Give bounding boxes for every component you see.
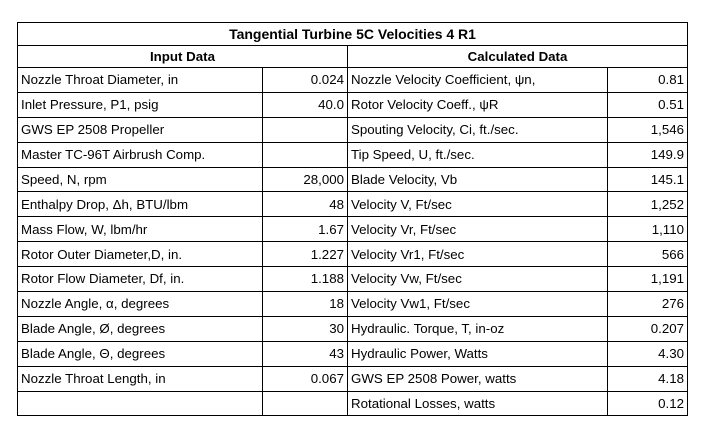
input-label-cell: Mass Flow, W, lbm/hr [18, 217, 263, 242]
calculated-label-cell: Hydraulic. Torque, T, in-oz [348, 316, 608, 341]
input-value-cell: 0.024 [263, 68, 348, 93]
calculated-value-cell: 1,110 [608, 217, 688, 242]
calculated-value-cell: 4.30 [608, 341, 688, 366]
input-value-cell [263, 117, 348, 142]
calculated-label-cell: Spouting Velocity, Ci, ft./sec. [348, 117, 608, 142]
calculated-value-cell: 1,546 [608, 117, 688, 142]
input-label-cell [18, 391, 263, 416]
input-label-cell: Blade Angle, Ø, degrees [18, 316, 263, 341]
input-value-cell: 43 [263, 341, 348, 366]
calculated-value-cell: 1,191 [608, 267, 688, 292]
table-row [18, 192, 688, 217]
table-row [18, 117, 688, 142]
calculated-value-cell: 276 [608, 292, 688, 317]
input-value-cell: 1.67 [263, 217, 348, 242]
calculated-value-cell: 566 [608, 242, 688, 267]
calculated-value-cell: 0.12 [608, 391, 688, 416]
table-row [18, 68, 688, 93]
table-title: Tangential Turbine 5C Velocities 4 R1 [18, 23, 688, 46]
calculated-label-cell: Nozzle Velocity Coefficient, ψn, [348, 68, 608, 93]
calculated-value-cell: 0.207 [608, 316, 688, 341]
table-row [18, 366, 688, 391]
input-data-header: Input Data [18, 46, 348, 68]
table-row [18, 217, 688, 242]
calculated-value-cell: 1,252 [608, 192, 688, 217]
calculated-label-cell: Blade Velocity, Vb [348, 167, 608, 192]
table-row [18, 242, 688, 267]
calculated-label-cell: Velocity Vw1, Ft/sec [348, 292, 608, 317]
calculated-value-cell: 0.81 [608, 68, 688, 93]
input-label-cell: Nozzle Throat Length, in [18, 366, 263, 391]
calculated-label-cell: Tip Speed, U, ft./sec. [348, 142, 608, 167]
calculated-value-cell: 145.1 [608, 167, 688, 192]
calculated-value-cell: 4.18 [608, 366, 688, 391]
input-label-cell: Rotor Flow Diameter, Df, in. [18, 267, 263, 292]
input-label-cell: Inlet Pressure, P1, psig [18, 92, 263, 117]
table-row [18, 142, 688, 167]
input-label-cell: Nozzle Throat Diameter, in [18, 68, 263, 93]
calculated-label-cell: Velocity Vw, Ft/sec [348, 267, 608, 292]
input-value-cell [263, 391, 348, 416]
table-row [18, 316, 688, 341]
input-value-cell [263, 142, 348, 167]
input-value-cell: 1.227 [263, 242, 348, 267]
calculated-label-cell: Velocity Vr, Ft/sec [348, 217, 608, 242]
calculated-label-cell: GWS EP 2508 Power, watts [348, 366, 608, 391]
input-label-cell: Master TC-96T Airbrush Comp. [18, 142, 263, 167]
input-value-cell: 1.188 [263, 267, 348, 292]
input-value-cell: 28,000 [263, 167, 348, 192]
turbine-data-table [17, 22, 688, 416]
input-label-cell: Enthalpy Drop, Δh, BTU/lbm [18, 192, 263, 217]
input-value-cell: 40.0 [263, 92, 348, 117]
calculated-label-cell: Velocity Vr1, Ft/sec [348, 242, 608, 267]
table-row [18, 92, 688, 117]
calculated-value-cell: 149.9 [608, 142, 688, 167]
input-value-cell: 18 [263, 292, 348, 317]
calculated-label-cell: Rotational Losses, watts [348, 391, 608, 416]
calculated-label-cell: Velocity V, Ft/sec [348, 192, 608, 217]
input-label-cell: Blade Angle, Θ, degrees [18, 341, 263, 366]
input-value-cell: 0.067 [263, 366, 348, 391]
input-value-cell: 48 [263, 192, 348, 217]
input-value-cell: 30 [263, 316, 348, 341]
input-label-cell: GWS EP 2508 Propeller [18, 117, 263, 142]
table-row [18, 167, 688, 192]
table-row [18, 391, 688, 416]
table-row [18, 292, 688, 317]
calculated-label-cell: Hydraulic Power, Watts [348, 341, 608, 366]
calculated-value-cell: 0.51 [608, 92, 688, 117]
input-label-cell: Nozzle Angle, α, degrees [18, 292, 263, 317]
input-label-cell: Speed, N, rpm [18, 167, 263, 192]
table-row [18, 267, 688, 292]
input-label-cell: Rotor Outer Diameter,D, in. [18, 242, 263, 267]
calculated-label-cell: Rotor Velocity Coeff., ψR [348, 92, 608, 117]
calculated-data-header: Calculated Data [348, 46, 688, 68]
table-row [18, 341, 688, 366]
